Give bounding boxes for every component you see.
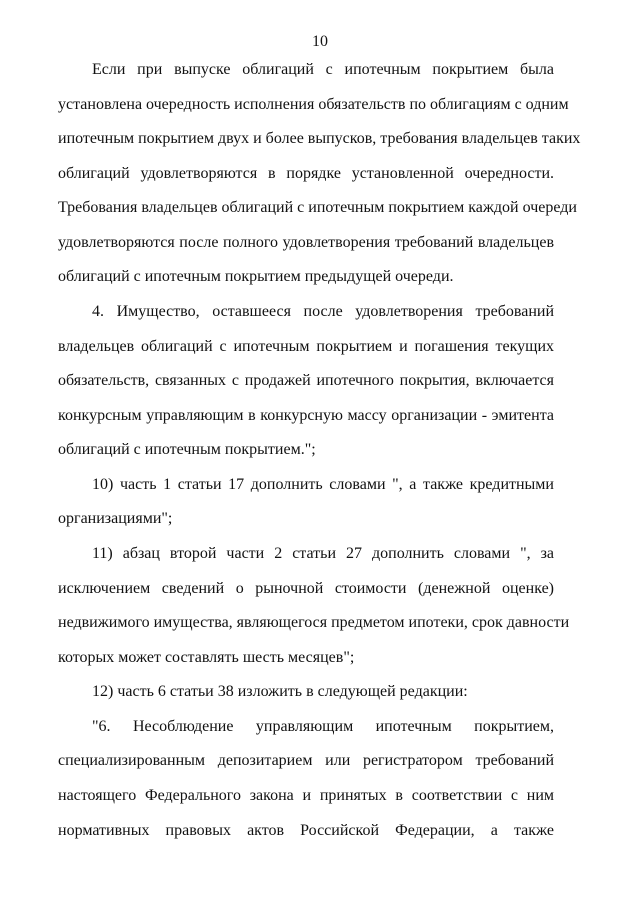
text-line: Требования владельцев облигаций с ипотечным покрытием каждой очереди — [58, 199, 577, 216]
text-line: ипотечным покрытием двух и более выпусков, требования владельцев таких — [58, 130, 581, 147]
text-line: организациями"; — [58, 510, 173, 527]
text-line: недвижимого имущества, являющегося предметом ипотеки, срок давности — [58, 614, 570, 631]
text-line: установлена очередность исполнения обязательств по облигациям с одним — [58, 96, 569, 113]
text-line: удовлетворяются после полного удовлетворения требований владельцев — [58, 234, 554, 251]
page-number: 10 — [312, 33, 328, 50]
text-line: владельцев облигаций с ипотечным покрытием и погашения текущих — [58, 338, 554, 355]
text-line: 10) часть 1 статьи 17 дополнить словами ", а также кредитными — [92, 476, 554, 493]
text-line: исключением сведений о рыночной стоимости (денежной оценке) — [58, 580, 554, 597]
text-line: специализированным депозитарием или регистратором требований — [58, 752, 554, 769]
text-line: 12) часть 6 статьи 38 изложить в следующей редакции: — [92, 683, 468, 700]
text-line: 11) абзац второй части 2 статьи 27 дополнить словами ", за — [92, 545, 554, 562]
text-line: Если при выпуске облигаций с ипотечным покрытием была — [92, 61, 554, 78]
text-line: настоящего Федерального закона и принятых в соответствии с ним — [58, 787, 554, 804]
text-line: обязательств, связанных с продажей ипотечного покрытия, включается — [58, 372, 554, 389]
text-line: конкурсным управляющим в конкурсную массу организации - эмитента — [58, 407, 554, 424]
text-line: 4. Имущество, оставшееся после удовлетворения требований — [92, 303, 554, 320]
text-line: "6. Несоблюдение управляющим ипотечным покрытием, — [92, 718, 554, 735]
text-line: которых может составлять шесть месяцев"; — [58, 649, 355, 666]
text-line: облигаций удовлетворяются в порядке установленной очередности. — [58, 165, 554, 182]
text-line: нормативных правовых актов Российской Федерации, а также — [58, 822, 554, 839]
text-line: облигаций с ипотечным покрытием предыдущей очереди. — [58, 268, 454, 285]
text-line: облигаций с ипотечным покрытием."; — [58, 441, 316, 458]
